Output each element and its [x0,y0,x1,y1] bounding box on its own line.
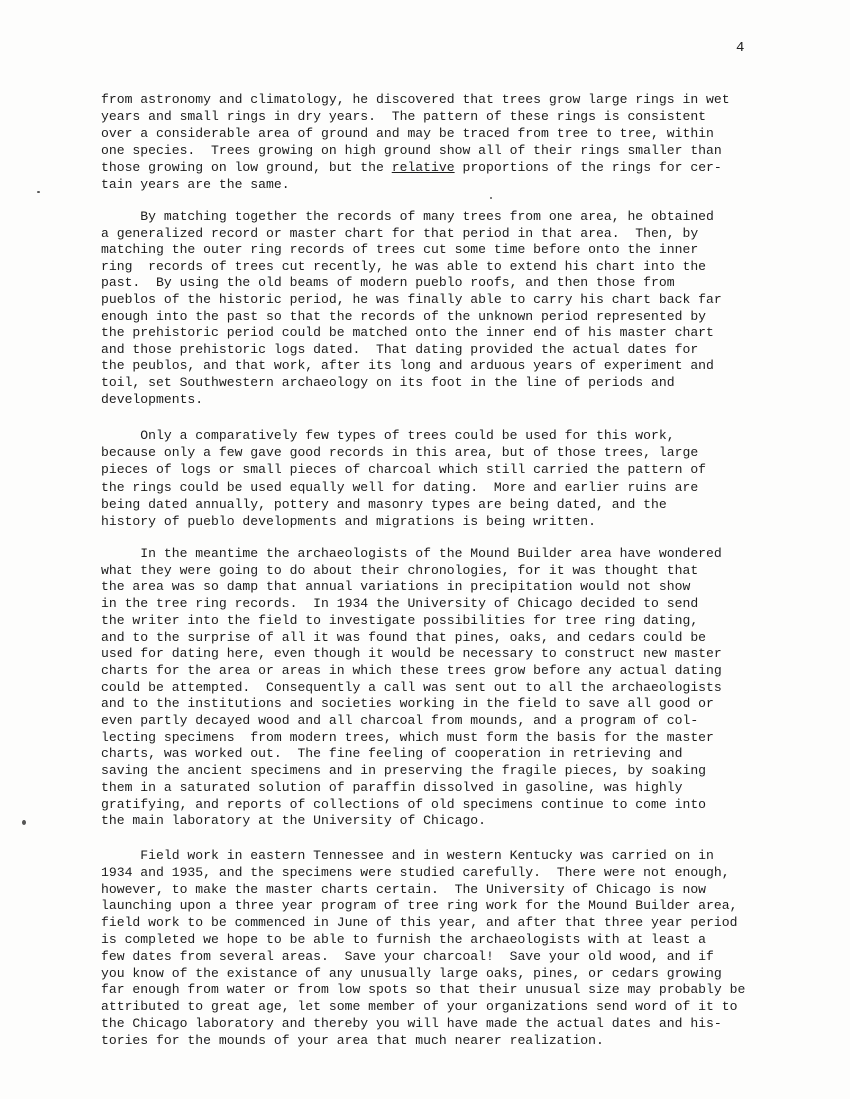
text-line: the prehistoric period could be matched onto the inner end of his master chart [101,325,714,341]
text-segment: those growing on low ground, but the [101,159,392,175]
text-line: used for dating here, even though it would be necessary to construct new master [101,646,722,662]
text-line: In the meantime the archaeologists of the Mound Builder area have wondered [101,546,722,561]
text-line: launching upon a three year program of tree ring work for the Mound Builder area, [101,898,738,914]
text-line: charts for the area or areas in which these trees grow before any actual dating [101,662,722,678]
text-line: charts, was worked out. The fine feeling of cooperation in retrieving and [101,746,683,762]
text-line: and to the institutions and societies working in the field to save all good or [101,696,714,712]
text-line: toil, set Southwestern archaeology on its foot in the line of periods and [101,375,675,390]
text-line: few dates from several areas. Save your charcoal! Save your old wood, and if [101,948,714,964]
text-line: enough into the past so that the records of the unknown period represented by [101,308,707,324]
text-line: tories for the mounds of your area that much nearer realization. [101,1032,604,1048]
text-line: however, to make the master charts certain. The University of Chicago is now [101,881,707,897]
text-line: saving the ancient specimens and in preserving the fragile pieces, by soaking [101,763,707,779]
text-line: them in a saturated solution of paraffin dissolved in gasoline, was highly [101,779,683,795]
text-line: the Chicago laboratory and thereby you will have made the actual dates and his- [101,1016,722,1031]
scan-speck [22,820,26,825]
scan-speck [490,197,492,199]
text-line: Field work in eastern Tennessee and in western Kentucky was carried on in [101,848,714,863]
text-line: even partly decayed wood and all charcoal from mounds, and a program of col- [101,713,699,728]
scan-speck [37,191,40,193]
text-line: tain years are the same. [101,176,290,192]
text-line: in the tree ring records. In 1934 the University of Chicago decided to send [101,596,699,612]
text-line: lecting specimens from modern trees, which must form the basis for the master [101,729,714,745]
text-line: the main laboratory at the University of Chicago. [101,813,487,829]
text-line: field work to be commenced in June of this year, and after that three year period [101,915,738,931]
text-line: because only a few gave good records in this area, but of those trees, large [101,445,699,461]
text-segment: proportions of the rings for cer- [454,159,722,175]
text-line: over a considerable area of ground and may be traced from tree to tree, within [101,125,714,141]
text-line: Only a comparatively few types of trees could be used for this work, [101,428,675,443]
text-line: you know of the existance of any unusually large oaks, pines, or cedars growing [101,965,722,981]
text-line: developments. [101,391,204,407]
text-line: pieces of logs or small pieces of charcoal which still carried the pattern of [101,462,707,478]
text-line: By matching together the records of many trees from one area, he obtained [101,209,714,224]
emphasized-word: relative [391,159,455,175]
text-line: the peublos, and that work, after its long and arduous years of experiment and [101,358,714,374]
text-line: from astronomy and climatology, he discovered that trees grow large rings in wet [101,92,730,107]
text-line: the area was so damp that annual variations in precipitation would not show [101,579,691,595]
page-number: 4 [736,40,745,56]
text-line: gratifying, and reports of collections of old specimens continue to come into [101,796,707,812]
text-line: matching the outer ring records of trees cut some time before onto the inner [101,242,699,258]
text-line: a generalized record or master chart for that period in that area. Then, by [101,225,699,241]
text-line: the rings could be used equally well for dating. More and earlier ruins are [101,479,699,495]
text-line: 1934 and 1935, and the specimens were studied carefully. There were not enough, [101,864,730,880]
text-line: one species. Trees growing on high ground show all of their rings smaller than [101,142,722,158]
text-line: past. By using the old beams of modern pueblo roofs, and then those from [101,275,675,291]
text-line: and those prehistoric logs dated. That dating provided the actual dates for [101,341,699,357]
text-line: attributed to great age, let some member of your organizations send word of it to [101,999,738,1015]
text-line: could be attempted. Consequently a call was sent out to all the archaeologists [101,679,722,695]
text-line: the writer into the field to investigate possibilities for tree ring dating, [101,612,699,628]
text-line: what they were going to do about their chronologies, for it was thought that [101,562,699,578]
text-line: and to the surprise of all it was found that pines, oaks, and cedars could be [101,629,707,645]
text-line: being dated annually, pottery and masonry types are being dated, and the [101,496,667,512]
text-line: history of pueblo developments and migrations is being written. [101,514,597,529]
text-line: ring records of trees cut recently, he was able to extend his chart into the [101,258,707,274]
text-line: years and small rings in dry years. The pattern of these rings is consistent [101,108,707,124]
text-line: pueblos of the historic period, he was finally able to carry his chart back far [101,292,722,307]
text-line: is completed we hope to be able to furnish the archaeologists with at least a [101,932,707,947]
text-line: far enough from water or from low spots so that their unusual size may probably be [101,982,746,998]
text-line [101,160,722,176]
